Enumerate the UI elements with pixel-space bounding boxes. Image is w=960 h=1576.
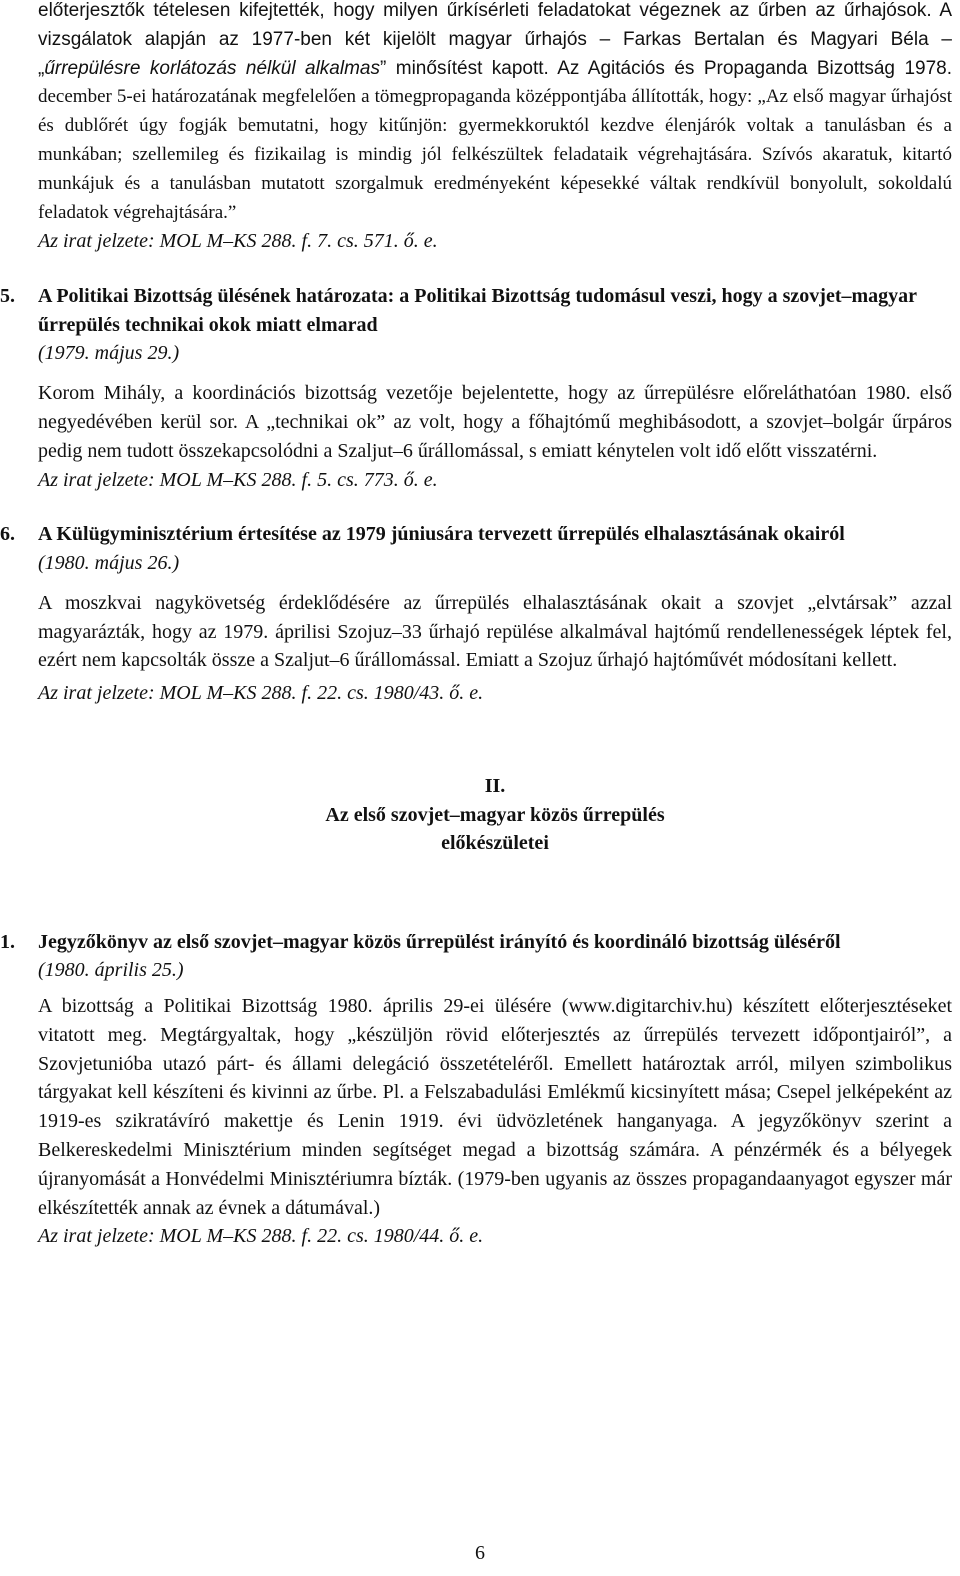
doc6-body: A moszkvai nagykövetség érdeklődésére az űrrepülés elhalasztásának okait a szovjet „elvtársak” azzal magyarázták, hogy az 1979. áprilisi Szojuz–33 űrhajó repülése alkalmával hajtómű rendellenességek léptek fel, ezért nem kapcsolták össze a Szaljut–6 űrállomással. Emiatt a Szojuz űrhajó hajtóművét módosítani kellett. (38, 591, 952, 672)
section-title-line2: előkészületei (441, 832, 549, 855)
doc1-body: A bizottság a Politikai Bizottság 1980. április 29-ei ülésére (www.digitarchiv.hu) készített előterjesztéseket vitatott meg. Megtárgyaltak, hogy „készüljön rövid előterjesztés az űrrepülés tervezett időpontjairól”, a Szovjetunióba utazó párt- és állami delegáció összetételéről. Emellett határoztak arról, milyen szimbolikus tárgyakat kell készíteni és kivinni az űrbe. Pl. a Felszabadulási Emlékmű kicsinyített mása; Csepel jelképeként az 1919-es szikratávíró makettje és Lenin 1919. évi üdvözletének hanganyaga. A jegyzőkönyv szerint a Belkereskedelmi Minisztérium minden segítséget megad a bizottság számára. A pénzérmék és a bélyegek újranyomását a Honvédelmi Minisztériumra bízták. (1979-ben ugyanis az összes propagandaanyagot egyszer már elkészítették annak az évnek a dátumával.) (38, 995, 952, 1219)
doc1-date: (1980. április 25.) (38, 959, 184, 982)
intro-paragraph (38, 0, 952, 227)
intro-line2-post: ” minősítést kapott. Az Agitációs és Propaganda Bizottság 1978. (379, 57, 952, 79)
intro-line1: előterjesztők tételesen kifejtették, hogy milyen űrkísérleti feladatokat végeznek az űrben az űrhajósok. (38, 0, 932, 21)
intro-serif-part2: Szívós akaratuk, kitartó munkájuk és a tanulásban mutatott szorgalmuk eredményeként képesekké váltak rendkívül bonyolult, sokoldalú feladatok végrehajtására.” (38, 143, 952, 223)
doc1-reference: Az irat jelzete: MOL M–KS 288. f. 22. cs. 1980/44. ő. e. (38, 1225, 484, 1248)
page-number: 6 (475, 1542, 485, 1564)
doc1-number: 1. (0, 930, 15, 953)
intro-line2-italic: űrrepülésre korlátozás nélkül alkalmas (44, 57, 380, 79)
section-roman-numeral: II. (484, 775, 506, 798)
doc1-heading (0, 928, 952, 957)
doc5-number: 5. (0, 285, 15, 308)
doc6-title: A Külügyminisztérium értesítése az 1979 júniusára tervezett űrrepülés elhalasztásának okairól (38, 523, 845, 546)
intro-line2-pre: A vizsgálatok alapján az 1977-ben két kijelölt magyar űrhajós – Farkas Bertalan és Magyari Béla – „ (38, 0, 953, 79)
doc1-title: Jegyzőkönyv az első szovjet–magyar közös űrrepülést irányító és koordináló bizottság üléséről (38, 930, 841, 953)
doc5-date: (1979. május 29.) (38, 342, 180, 365)
doc5-title: A Politikai Bizottság ülésének határozata: a Politikai Bizottság tudomásul veszi, hogy a szovjet–magyar űrrepülés technikai okok miatt elmarad (38, 285, 917, 336)
intro-serif-part: december 5-ei határozatának megfelelően a tömegpropaganda középpontjába állították, hogy: „Az első magyar űrhajóst és dublőrét úgy fogják bemutatni, hogy kitűnjön: gyermekkoruktól kezdve élenjárók voltak a tanulásban és a munkában; szellemileg és fizikailag is mindig jól felkészültek feladataik végrehajtására. (38, 86, 952, 165)
doc6-number: 6. (0, 523, 15, 546)
doc5-body: Korom Mihály, a koordinációs bizottság vezetője bejelentette, hogy az űrrepülésre előreláthatóan 1980. első negyedévében kerül sor. A „technikai ok” az volt, hogy a főhajtómű meghibásodott, a szovjet–bolgár űrpáros pedig nem tudott összekapcsolódni a Szaljut–6 űrállomással, s emiatt kénytelen volt idő előtt visszatérni. (38, 382, 952, 462)
doc6-reference: Az irat jelzete: MOL M–KS 288. f. 22. cs. 1980/43. ő. e. (38, 682, 484, 705)
section-title-line1: Az első szovjet–magyar közös űrrepülés (325, 803, 665, 826)
intro-reference: Az irat jelzete: MOL M–KS 288. f. 7. cs. 571. ő. e. (38, 230, 438, 253)
doc6-heading (0, 520, 952, 549)
doc5-heading (0, 282, 952, 339)
doc6-date: (1980. május 26.) (38, 551, 180, 574)
doc5-reference: Az irat jelzete: MOL M–KS 288. f. 5. cs. 773. ő. e. (38, 468, 438, 491)
